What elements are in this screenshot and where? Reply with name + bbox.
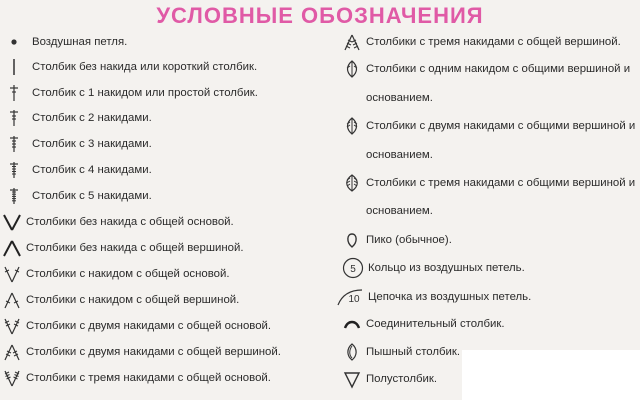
legend-item xyxy=(342,369,437,389)
legend-item-continuation xyxy=(366,88,433,108)
half-double-icon xyxy=(342,369,362,389)
legend-item xyxy=(342,116,635,136)
legend-label: основанием. xyxy=(366,205,433,217)
legend-label: Столбики с накидом с общей основой. xyxy=(26,268,230,280)
legend-item xyxy=(8,186,152,206)
triple-treble-icon xyxy=(8,160,28,180)
legend-item xyxy=(8,134,152,154)
legend-item xyxy=(2,212,234,232)
legend-label: Столбик с 5 накидами. xyxy=(32,190,152,202)
legend-label: Соединительный столбик. xyxy=(366,318,505,330)
dc-increase-icon xyxy=(2,264,22,284)
legend-label: Столбики с тремя накидами с общими вершиной и xyxy=(366,177,636,189)
legend-label: Столбик с 3 накидами. xyxy=(32,138,152,150)
single-crochet-icon xyxy=(8,57,28,77)
legend-item xyxy=(342,258,525,278)
legend-label: Столбики без накида с общей основой. xyxy=(26,216,234,228)
legend-label: Кольцо из воздушных петель. xyxy=(368,262,525,274)
dc-decrease-icon xyxy=(2,290,22,310)
legend-label: Столбики без накида с общей вершиной. xyxy=(26,242,244,254)
page-title: УСЛОВНЫЕ ОБОЗНАЧЕНИЯ xyxy=(156,3,484,28)
legend-item xyxy=(342,230,452,250)
picot-icon xyxy=(342,230,362,250)
ring-count: 5 xyxy=(350,264,356,275)
legend-item xyxy=(342,173,635,193)
quadruple-treble-icon xyxy=(8,186,28,206)
double-crochet-icon xyxy=(8,83,28,103)
double-treble-icon xyxy=(8,134,28,154)
treble-crochet-icon xyxy=(8,108,28,128)
legend-item xyxy=(2,368,271,388)
chain-count: 10 xyxy=(348,294,360,305)
legend-label: основанием. xyxy=(366,149,433,161)
legend-label: Воздушная петля. xyxy=(32,36,128,48)
legend-label: Столбик с 1 накидом или простой столбик. xyxy=(32,87,258,99)
legend-item-continuation xyxy=(366,201,433,221)
legend-label: Столбики с тремя накидами с общей вершиной. xyxy=(366,36,621,48)
dc-cluster-leaf-icon xyxy=(342,59,362,79)
tr-decrease-icon xyxy=(2,342,22,362)
legend-label: Столбик без накида или короткий столбик. xyxy=(32,61,258,73)
legend-label: Столбики с одним накидом с общими вершиной и xyxy=(366,63,631,75)
slip-stitch-icon xyxy=(342,314,362,334)
white-overlay-patch xyxy=(462,350,640,400)
legend-label: Пико (обычное). xyxy=(366,234,452,246)
legend-item xyxy=(342,59,630,79)
chain-ring-icon xyxy=(342,258,364,278)
dtr-increase-icon xyxy=(2,368,22,388)
legend-label: Столбики с тремя накидами с общей основой. xyxy=(26,372,271,384)
legend-item xyxy=(8,160,152,180)
legend-item xyxy=(342,32,621,52)
increase-icon xyxy=(2,212,22,232)
legend-item xyxy=(8,108,152,128)
legend-item xyxy=(2,316,271,336)
legend-item xyxy=(8,83,258,103)
legend-label: основанием. xyxy=(366,92,433,104)
chain-arc-icon xyxy=(336,287,364,307)
puff-stitch-icon xyxy=(342,342,362,362)
right-legend-column xyxy=(330,0,640,400)
tr-increase-icon xyxy=(2,316,22,336)
legend-item xyxy=(8,57,257,77)
legend-item xyxy=(342,342,460,362)
legend-label: Столбик с 4 накидами. xyxy=(32,164,152,176)
legend-label: Цепочка из воздушных петель. xyxy=(368,291,532,303)
legend-label: Столбик с 2 накидами. xyxy=(32,112,152,124)
legend-label: Пышный столбик. xyxy=(366,346,461,358)
legend-label: Столбики с накидом с общей вершиной. xyxy=(26,294,240,306)
legend-item-continuation xyxy=(366,145,433,165)
legend-item xyxy=(336,287,531,307)
legend-item xyxy=(342,314,505,334)
legend-item xyxy=(8,32,127,52)
legend-item xyxy=(2,264,230,284)
decrease-icon xyxy=(2,238,22,258)
tr-cluster-leaf-icon xyxy=(342,116,362,136)
legend-label: Столбики с двумя накидами с общей основой. xyxy=(26,320,272,332)
dtr-cluster-leaf-icon xyxy=(342,173,362,193)
dot-icon xyxy=(8,32,28,52)
legend-label: Столбики с двумя накидами с общими вершиной и xyxy=(366,120,636,132)
legend-label: Столбики с двумя накидами с общей вершиной. xyxy=(26,346,281,358)
legend-label: Полустолбик. xyxy=(366,373,438,385)
legend-item xyxy=(2,290,239,310)
dtr-decrease-icon xyxy=(342,32,362,52)
legend-item xyxy=(2,238,244,258)
legend-item xyxy=(2,342,281,362)
